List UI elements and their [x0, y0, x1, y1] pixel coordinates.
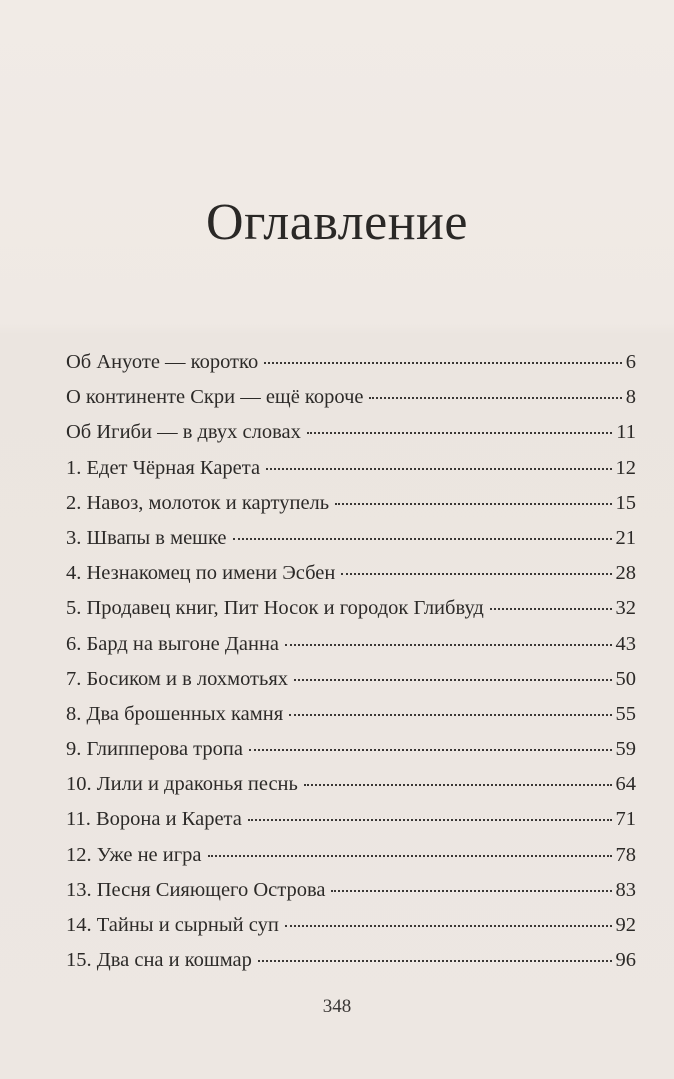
toc-entry	[66, 591, 636, 626]
toc-entry-page: 71	[615, 808, 636, 831]
toc-entry-title: 5. Продавец книг, Пит Носок и городок Глибвуд	[66, 597, 484, 620]
toc-entry-title: 14. Тайны и сырный суп	[66, 914, 279, 936]
dot-leader	[369, 396, 621, 399]
toc-entry-page: 43	[615, 632, 636, 655]
toc-entry-title: О континенте Скри — ещё короче	[66, 386, 364, 409]
toc-entry-title: 9. Глипперова тропа	[66, 738, 243, 761]
toc-entry-page: 50	[615, 667, 636, 690]
toc-entry-title: 4. Незнакомец по имени Эсбен	[66, 562, 336, 585]
dot-leader	[208, 854, 612, 857]
toc-entry-title: 13. Песня Сияющего Острова	[66, 878, 326, 901]
dot-leader	[285, 643, 611, 646]
toc-entry-page: 96	[615, 949, 636, 972]
page-title: Оглавление	[206, 194, 468, 251]
toc-entry-title: 3. Швапы в мешке	[66, 526, 227, 549]
toc-entry	[66, 521, 636, 556]
dot-leader	[341, 572, 611, 575]
toc-entry-title: 10. Лили и драконья песнь	[66, 773, 298, 796]
toc-entry-page: 78	[615, 843, 636, 866]
toc-entry	[66, 908, 636, 943]
toc-entry-page: 11	[616, 421, 636, 444]
toc-entry	[66, 451, 636, 486]
toc-entry-page: 32	[615, 597, 636, 620]
toc-entry	[66, 943, 636, 978]
toc-entry	[66, 486, 636, 521]
dot-leader	[335, 502, 611, 505]
toc-entry-title: 1. Едет Чёрная Карета	[66, 456, 261, 479]
toc-entry	[66, 697, 636, 732]
dot-leader	[304, 783, 612, 786]
dot-leader	[249, 748, 612, 751]
toc-entry	[66, 732, 636, 767]
toc-entry-page: 15	[615, 491, 636, 514]
toc-entry-page: 64	[615, 773, 636, 796]
toc-entry-title: Об Игиби — в двух словах	[66, 421, 301, 444]
toc-entry	[66, 380, 636, 415]
toc-entry	[66, 415, 636, 450]
toc-entry-title: 12. Уже не игра	[66, 843, 202, 866]
toc-entry-title: 7. Босиком и в лохмотьях	[66, 667, 289, 690]
toc-entry	[66, 556, 636, 591]
toc-entry	[66, 802, 636, 837]
toc-entry	[66, 838, 636, 873]
toc-entry-page: 92	[615, 914, 636, 936]
toc-entry-page: 55	[615, 702, 636, 725]
table-of-contents	[66, 345, 636, 978]
toc-entry-title: 8. Два брошенных камня	[66, 702, 284, 725]
dot-leader	[285, 924, 612, 927]
page-number: 348	[322, 996, 352, 1017]
toc-entry-page: 8	[625, 386, 636, 409]
dot-leader	[307, 431, 612, 434]
dot-leader	[490, 607, 612, 610]
dot-leader	[294, 678, 611, 681]
dot-leader	[264, 361, 622, 364]
toc-entry-page: 83	[615, 878, 636, 901]
toc-entry-title: 15. Два сна и кошмар	[66, 949, 252, 972]
dot-leader	[289, 713, 611, 716]
toc-entry-title: Об Ануоте — коротко	[66, 351, 259, 373]
toc-entry	[66, 627, 636, 662]
toc-entry-page: 28	[615, 562, 636, 585]
toc-entry-title: 6. Бард на выгоне Данна	[66, 632, 280, 655]
toc-entry	[66, 767, 636, 802]
toc-entry	[66, 662, 636, 697]
toc-entry-page: 6	[625, 351, 636, 373]
toc-entry-page: 59	[615, 738, 636, 761]
toc-entry-title: 11. Ворона и Карета	[66, 808, 242, 831]
dot-leader	[266, 467, 611, 470]
toc-entry	[66, 873, 636, 908]
toc-entry-title: 2. Навоз, молоток и картупель	[66, 491, 330, 514]
dot-leader	[331, 889, 611, 892]
dot-leader	[248, 818, 612, 821]
toc-entry-page: 12	[615, 456, 636, 479]
dot-leader	[258, 959, 612, 962]
toc-entry-page: 21	[615, 526, 636, 549]
dot-leader	[233, 537, 612, 540]
toc-entry	[66, 345, 636, 380]
